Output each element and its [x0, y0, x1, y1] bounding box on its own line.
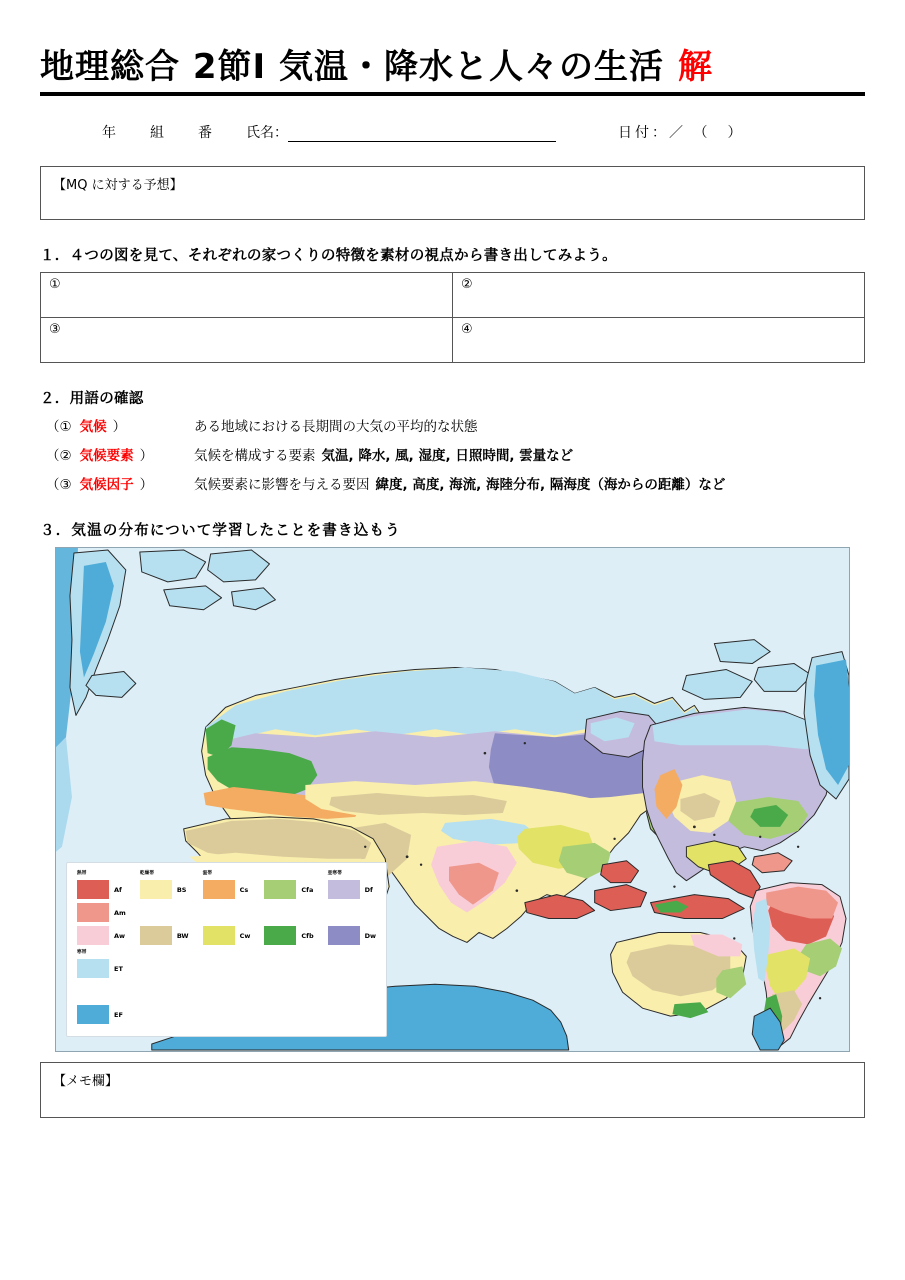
field-name-label: 氏名： — [246, 124, 288, 141]
map-legend — [66, 862, 387, 1037]
memo-box[interactable] — [40, 1062, 865, 1118]
legend-label-Cw: Cw — [239, 931, 251, 940]
legend-swatch-Am — [77, 903, 109, 922]
answer-cell-3[interactable] — [41, 317, 453, 362]
term-row-3 — [40, 473, 865, 493]
field-class-label: 組 — [150, 124, 164, 141]
legend-label-BS: BS — [176, 885, 187, 894]
term-3-examples: 緯度, 高度, 海流, 海陸分布, 隔海度（海からの距離）など — [375, 476, 726, 493]
field-date-label: 日付： — [618, 124, 669, 141]
legend-item-EF — [77, 1005, 126, 1025]
legend-item-Af — [77, 880, 126, 900]
name-input[interactable] — [288, 125, 556, 142]
legend-item-Cfb — [264, 926, 313, 946]
legend-swatch-BW — [140, 926, 172, 945]
term-1-description — [194, 415, 484, 435]
legend-item-Dw — [328, 926, 376, 946]
legend-group-subarctic — [328, 870, 376, 949]
term-3-number: （③ — [46, 476, 72, 493]
term-2-number: （② — [46, 447, 72, 464]
map-legend-grid — [77, 870, 376, 1028]
term-2-examples: 気温, 降水, 風, 湿度, 日照時間, 雲量など — [321, 447, 574, 464]
legend-item-BS — [140, 880, 189, 900]
legend-item-Cw — [203, 926, 251, 946]
legend-group-polar — [77, 949, 126, 1028]
legend-label-Cs: Cs — [239, 885, 249, 894]
term-row-1 — [40, 415, 865, 435]
section2-heading: ２．用語の確認 — [40, 390, 144, 407]
mq-prediction-box[interactable] — [40, 166, 865, 220]
legend-label-BW: BW — [176, 931, 189, 940]
legend-swatch-Cw — [203, 926, 235, 945]
term-1-description-text: ある地域における長期間の大気の平均的な状態 — [194, 418, 478, 435]
section2-terms-list — [40, 415, 865, 493]
term-3-key — [46, 473, 194, 493]
legend-label-Df: Df — [364, 885, 373, 894]
legend-swatch-Cfb — [264, 926, 296, 945]
section1-heading: １．４つの図を見て、それぞれの家つくりの特徴を素材の視点から書き出してみよう。 — [40, 247, 617, 264]
term-2-close-paren: ） — [139, 447, 154, 464]
term-1-key — [46, 415, 194, 435]
legend-label-Dw: Dw — [364, 931, 377, 940]
student-info-row — [40, 122, 865, 142]
legend-item-spacer-polar — [77, 982, 126, 1002]
legend-item-spacer-cs — [203, 903, 251, 923]
term-row-2 — [40, 444, 865, 464]
answer-cell-1-marker: ① — [49, 276, 61, 292]
legend-item-ET — [77, 959, 126, 979]
legend-item-spacer-cf — [264, 903, 313, 923]
legend-group-temperate-header: 温帯 — [202, 870, 213, 876]
legend-label-ET: ET — [114, 964, 123, 973]
term-2-description-text: 気候を構成する要素 — [194, 447, 316, 464]
legend-swatch-Af — [77, 880, 109, 899]
legend-group-temperate-cf — [264, 870, 313, 949]
term-2-answer: 気候要素 — [79, 447, 134, 464]
answer-cell-3-marker: ③ — [49, 321, 61, 337]
legend-item-spacer-subarctic — [328, 903, 376, 923]
answer-cell-2[interactable] — [453, 272, 865, 317]
title-underline — [40, 92, 865, 96]
term-2-key — [46, 444, 194, 464]
legend-swatch-Df — [328, 880, 360, 899]
legend-swatch-Cs — [203, 880, 235, 899]
legend-group-arid-header: 乾燥帯 — [139, 870, 155, 876]
legend-group-polar-header: 寒帯 — [77, 949, 87, 955]
term-3-answer: 気候因子 — [79, 476, 134, 493]
legend-item-Cs — [203, 880, 251, 900]
legend-group-tropical-header: 熱帯 — [77, 870, 87, 876]
field-year-label: 年 — [102, 124, 116, 141]
section1-answer-grid — [40, 272, 865, 363]
legend-item-Aw — [77, 926, 126, 946]
legend-swatch-BS — [140, 880, 172, 899]
legend-item-BW — [140, 926, 189, 946]
field-date[interactable] — [618, 122, 744, 142]
term-3-description — [194, 473, 725, 493]
title-block — [40, 0, 865, 96]
legend-item-Cfa — [264, 880, 313, 900]
term-1-close-paren: ） — [112, 418, 127, 435]
page-title-main: 地理総合 2節Ⅰ 気温・降水と人々の生活 — [40, 47, 664, 87]
answer-key-mark: 解 — [677, 47, 713, 87]
legend-label-EF: EF — [114, 1010, 123, 1019]
legend-group-tropical — [77, 870, 126, 949]
term-3-close-paren: ） — [139, 476, 154, 493]
mq-prediction-label: 【MQ に対する予想】 — [53, 177, 183, 193]
memo-box-label: 【メモ欄】 — [53, 1073, 119, 1089]
term-1-number: （① — [46, 418, 72, 435]
legend-item-Am — [77, 903, 126, 923]
legend-group-subarctic-header: 亜寒帯 — [327, 870, 343, 876]
legend-swatch-ET — [77, 959, 109, 978]
legend-label-Af: Af — [114, 885, 122, 894]
term-2-description — [194, 444, 573, 464]
legend-group-temperate-cs — [203, 870, 251, 949]
climate-map[interactable] — [55, 547, 850, 1052]
term-3-description-text: 気候要素に影響を与える要因 — [194, 476, 370, 493]
field-date-value: ／ （ ） — [669, 124, 745, 141]
term-1-answer: 気候 — [79, 418, 107, 435]
answer-cell-4-marker: ④ — [461, 321, 473, 337]
legend-swatch-Cfa — [264, 880, 296, 899]
legend-swatch-Aw — [77, 926, 109, 945]
table-row — [41, 272, 865, 317]
legend-item-spacer-arid — [140, 903, 189, 923]
legend-swatch-EF — [77, 1005, 109, 1024]
field-number-label: 番 — [198, 124, 212, 141]
legend-group-arid — [140, 870, 189, 949]
legend-label-Aw: Aw — [114, 931, 126, 940]
legend-swatch-Dw — [328, 926, 360, 945]
climate-centralasia-BW — [329, 793, 507, 815]
legend-label-Cfa: Cfa — [301, 885, 314, 894]
answer-cell-4[interactable] — [453, 317, 865, 362]
table-row — [41, 317, 865, 362]
section3-heading: ３．気温の分布について学習したことを書き込もう — [40, 522, 401, 539]
legend-group-temperate-cf-header — [264, 870, 313, 877]
legend-item-Df — [328, 880, 376, 900]
answer-cell-2-marker: ② — [461, 276, 473, 292]
page-title — [40, 46, 865, 89]
legend-label-Am: Am — [114, 908, 126, 917]
answer-cell-1[interactable] — [41, 272, 453, 317]
legend-label-Cfb: Cfb — [301, 931, 314, 940]
